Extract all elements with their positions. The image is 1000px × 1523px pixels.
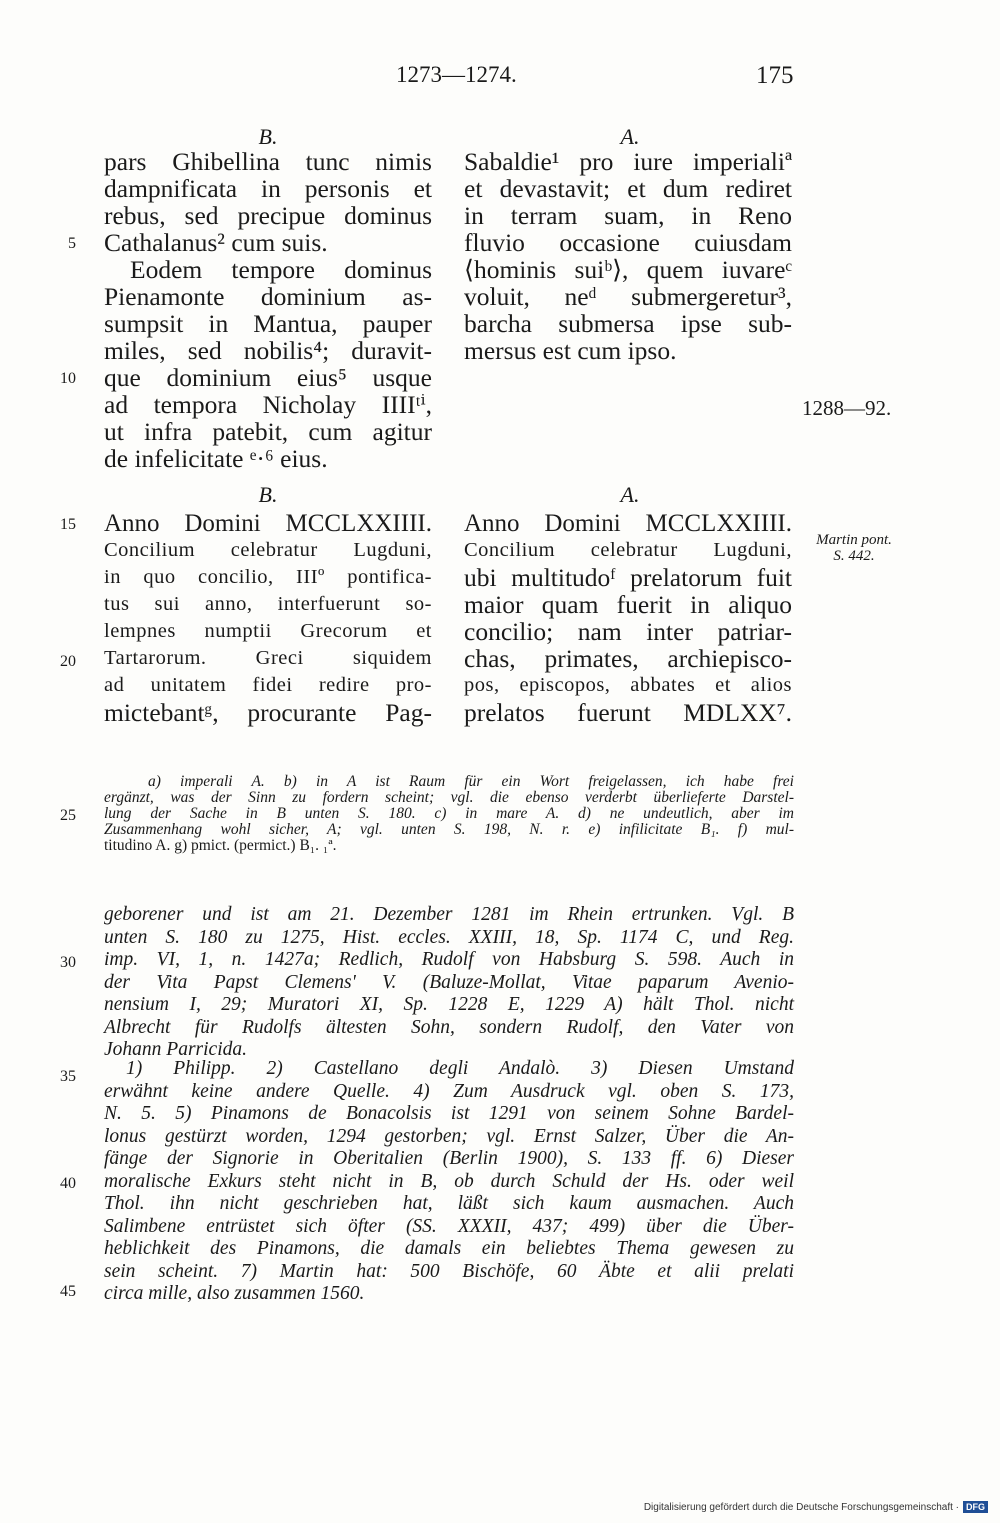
footnote-line: N. 5. 5) Pinamons de Bonacolsis ist 1291 von seinem Sohne Bardel- — [104, 1103, 794, 1124]
line-number: 20 — [60, 653, 76, 670]
text-line: Concilium celebratur Lugduni, — [104, 539, 432, 561]
siglum-a-top: A. — [620, 124, 640, 149]
footnote-line: 1) Philipp. 2) Castellano degli Andalò. 3) Diesen Umstand — [126, 1058, 794, 1079]
commentary-line: nensium I, 29; Muratori XI, Sp. 1228 E, 1229 A) hält Thol. nicht — [104, 994, 794, 1015]
text-line: mictebantᵍ, procurante Pag- — [104, 698, 432, 727]
margin-source-ref — [800, 532, 908, 564]
margin-source-line: Martin pont. — [816, 532, 892, 548]
line-number: 25 — [60, 807, 76, 824]
footnote-line: sein scheint. 7) Martin hat: 500 Bischöfe, 60 Äbte et alii prelati — [104, 1260, 794, 1282]
margin-source-line: S. 442. — [833, 548, 875, 564]
apparatus-line: titudino A. g) pmict. (permict.) B₁. ₁ª. — [104, 837, 337, 854]
footnote-line: moralische Exkurs steht nicht in B, ob durch Schuld der Hs. oder weil — [104, 1170, 794, 1192]
column-b-section2 — [104, 510, 432, 726]
siglum-b-bottom: B. — [258, 482, 278, 507]
footnote-line: heblichkeit des Pinamons, die damals ein beliebtes Thema gewesen zu — [104, 1238, 794, 1259]
text-line: que dominium eius⁵ usque — [104, 363, 432, 392]
line-number: 10 — [60, 370, 76, 387]
text-line: fluvio occasione cuiusdam — [464, 228, 792, 257]
text-line: ⟨hominis suiᵇ⟩, quem iuvareᶜ — [464, 255, 792, 284]
apparatus-line: a) imperali A. b) in A ist Raum für ein Wort freigelassen, ich habe frei — [148, 773, 794, 790]
footnote-line: circa mille, also zusammen 1560. — [104, 1283, 365, 1304]
footnote-line: erwähnt keine andere Quelle. 4) Zum Ausdruck vgl. oben S. 173, — [104, 1080, 794, 1102]
text-line: ubi multitudoᶠ prelatorum fuit — [464, 563, 792, 592]
footnote-line: fänge der Signorie in Oberitalien (Berlin 1900), S. 133 ff. 6) Dieser — [104, 1148, 794, 1169]
commentary-continuation — [104, 904, 794, 1062]
commentary-line: Albrecht für Rudolfs ältesten Sohn, sondern Rudolf, den Vater von — [104, 1016, 794, 1038]
text-line: in terram suam, in Reno — [464, 201, 792, 230]
commentary-line: der Vita Papst Clemens' V. (Baluze-Mollat, Vitae paparum Avenio- — [104, 971, 794, 993]
text-line: maior quam fuerit in aliquo — [464, 590, 792, 619]
text-line: Tartarorum. Greci siquidem — [104, 647, 432, 669]
critical-apparatus — [104, 774, 794, 854]
line-number: 35 — [60, 1068, 76, 1085]
margin-year-note: 1288—92. — [802, 396, 892, 420]
column-b-section1 — [104, 148, 432, 472]
footnote-line: Salimbene entrüstet sich öfter (SS. XXXII, 437; 499) über die Über- — [104, 1215, 794, 1237]
commentary-line: unten S. 180 zu 1275, Hist. eccles. XXIII, 18, Sp. 1174 C, und Reg. — [104, 926, 794, 948]
credit-text: Digitalisierung gefördert durch die Deutsche Forschungsgemeinschaft · — [643, 1501, 959, 1513]
running-head-years: 1273—1274. — [396, 62, 517, 87]
text-line: Anno Domini MCCLXXIIII. — [104, 510, 432, 537]
text-line: de infelicitate ᵉ·⁶ eius. — [104, 444, 328, 473]
footnote-line: Thol. ihn nicht geschrieben hat, läßt sich kaum ausmachen. Auch — [104, 1193, 794, 1214]
text-line: in quo concilio, IIIº pontifica- — [104, 566, 432, 588]
line-number: 5 — [68, 235, 76, 252]
text-line: lempnes numptii Grecorum et — [104, 620, 432, 642]
footnote-line: lonus gestürzt worden, 1294 gestorben; vgl. Ernst Salzer, Über die An- — [104, 1125, 794, 1147]
text-line: prelatos fuerunt MDLXX⁷. — [464, 698, 792, 727]
dfg-logo: DFG — [963, 1501, 988, 1513]
text-line: tus sui anno, interfuerunt so- — [104, 593, 432, 615]
text-line: Sabaldie¹ pro iure imperialiª — [464, 147, 792, 176]
line-number: 45 — [60, 1283, 76, 1300]
text-line: ad tempora Nicholay IIIIᵗⁱ, — [104, 390, 432, 419]
text-line: Cathalanus² cum suis. — [104, 228, 328, 257]
text-line: ut infra patebit, cum agitur — [104, 417, 432, 446]
text-line: mersus est cum ipso. — [464, 336, 677, 365]
apparatus-line: ergänzt, was der Sinn zu fordern scheint; vgl. die ebenso verderbt überlieferte Darstel- — [104, 789, 794, 806]
commentary-line: geborener und ist am 21. Dezember 1281 im Rhein ertrunken. Vgl. B — [104, 904, 794, 925]
column-a-section1 — [464, 148, 792, 364]
text-line: dampnificata in personis et — [104, 174, 432, 203]
text-line: ad unitatem fidei redire pro- — [104, 674, 432, 696]
text-line: sumpsit in Mantua, pauper — [104, 309, 432, 338]
commentary-line: Johann Parricida. — [104, 1039, 247, 1060]
text-line: Anno Domini MCCLXXIIII. — [464, 510, 792, 537]
text-line: barcha submersa ipse sub- — [464, 309, 792, 338]
text-line: et devastavit; et dum rediret — [464, 174, 792, 203]
text-line: miles, sed nobilis⁴; duravit- — [104, 336, 432, 365]
text-line: pos, episcopos, abbates et alios — [464, 674, 792, 696]
apparatus-line: lung der Sache in B unten S. 180. c) in mare A. d) ne undeutlich, aber im — [104, 805, 794, 822]
apparatus-line: Zusammenhang wohl sicher, A; vgl. unten S. 198, N. r. e) infilicitate B₁. f) mul- — [104, 821, 794, 838]
text-line: voluit, neᵈ submergeretur³, — [464, 282, 792, 311]
siglum-a-bottom: A. — [620, 482, 640, 507]
text-line: Concilium celebratur Lugduni, — [464, 539, 792, 561]
historical-footnotes — [104, 1058, 794, 1306]
column-a-section2 — [464, 510, 792, 726]
text-line: Eodem tempore dominus — [130, 255, 432, 284]
text-line: chas, primates, archiepisco- — [464, 644, 792, 673]
text-line: Pienamonte dominium as- — [104, 282, 432, 311]
page-number: 175 — [756, 62, 794, 89]
text-line: pars Ghibellina tunc nimis — [104, 147, 432, 176]
text-line: concilio; nam inter patriar- — [464, 617, 792, 646]
line-number: 15 — [60, 516, 76, 533]
digitization-credit — [644, 1501, 988, 1513]
line-number: 40 — [60, 1175, 76, 1192]
siglum-b-top: B. — [258, 124, 278, 149]
commentary-line: imp. VI, 1, n. 1427a; Redlich, Rudolf von Habsburg S. 598. Auch in — [104, 949, 794, 970]
text-line: rebus, sed precipue dominus — [104, 201, 432, 230]
line-number: 30 — [60, 954, 76, 971]
